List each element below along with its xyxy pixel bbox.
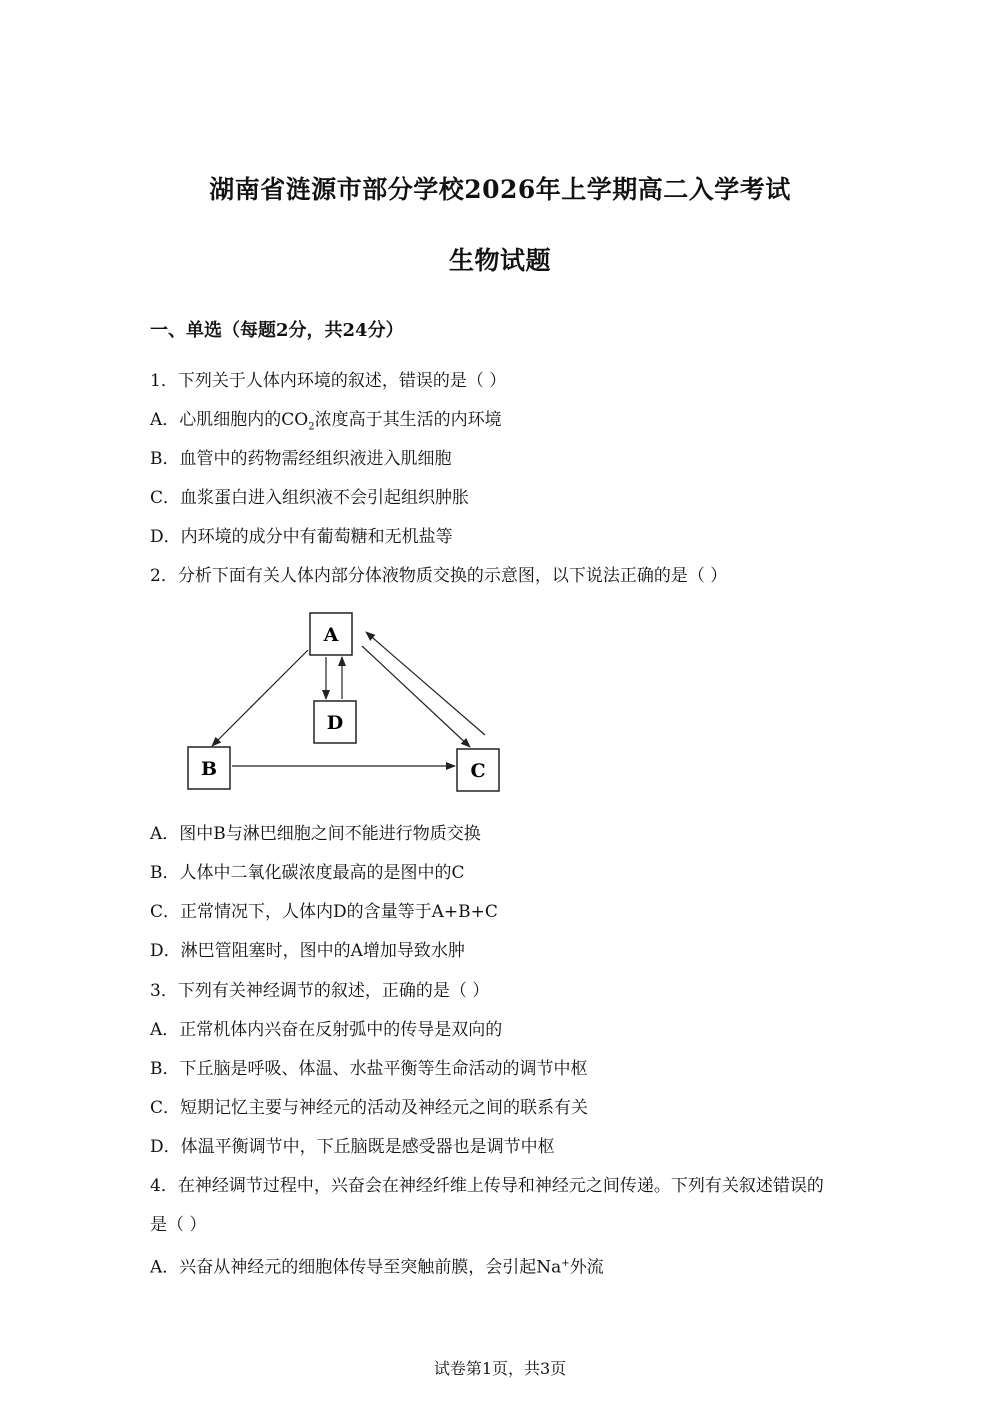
question-2-option-a: A．图中B与淋巴细胞之间不能进行物质交换 <box>150 824 481 844</box>
exam-title: 湖南省涟源市部分学校2026年上学期高二入学考试 <box>209 175 791 204</box>
question-1-option-b: B．血管中的药物需经组织液进入肌细胞 <box>150 449 452 469</box>
question-3-option-d: D．体温平衡调节中，下丘脑既是感受器也是调节中枢 <box>150 1137 555 1157</box>
node-label-a: A <box>323 624 339 646</box>
question-3-option-b: B．下丘脑是呼吸、体温、水盐平衡等生命活动的调节中枢 <box>150 1059 588 1079</box>
question-1-option-a: A．心肌细胞内的$CO_2$浓度高于其生活的内环境 <box>150 410 502 433</box>
arrow-a-to-c <box>362 646 470 747</box>
question-1-option-c: C．血浆蛋白进入组织液不会引起组织肿胀 <box>150 488 470 508</box>
question-4-option-a: A．兴奋从神经元的细胞体传导至突触前膜，会引起Na+外流 <box>150 1257 604 1278</box>
question-1-option-d: D．内环境的成分中有葡萄糖和无机盐等 <box>150 527 453 547</box>
body-fluid-exchange-diagram <box>180 605 520 800</box>
node-label-d: D <box>326 712 344 734</box>
question-3-option-c: C．短期记忆主要与神经元的活动及神经元之间的联系有关 <box>150 1098 589 1118</box>
question-4-stem-line-1: 4．在神经调节过程中，兴奋会在神经纤维上传导和神经元之间传递。下列有关叙述错误的 <box>150 1176 824 1196</box>
question-3-stem: 3．下列有关神经调节的叙述，正确的是（ ） <box>150 981 490 1001</box>
question-1-stem: 1．下列关于人体内环境的叙述，错误的是（ ） <box>150 371 507 391</box>
section-heading: 一、单选（每题2分，共24分） <box>150 320 404 341</box>
node-label-c: C <box>470 760 486 782</box>
exam-subtitle: 生物试题 <box>448 246 551 275</box>
node-label-b: B <box>200 758 218 780</box>
question-2-option-c: C．正常情况下，人体内D的含量等于A+B+C <box>150 902 498 922</box>
question-3-option-a: A．正常机体内兴奋在反射弧中的传导是双向的 <box>150 1020 503 1040</box>
page-footer: 试卷第1页，共3页 <box>433 1359 567 1378</box>
question-2-option-b: B．人体中二氧化碳浓度最高的是图中的C <box>150 863 465 883</box>
arrow-a-to-b <box>212 650 308 746</box>
question-4-stem-line-2: 是（ ） <box>150 1215 207 1235</box>
question-2-option-d: D．淋巴管阻塞时，图中的A增加导致水肿 <box>150 941 465 961</box>
arrow-c-to-a <box>366 632 485 735</box>
question-2-stem: 2．分析下面有关人体内部分体液物质交换的示意图，以下说法正确的是（ ） <box>150 566 728 586</box>
